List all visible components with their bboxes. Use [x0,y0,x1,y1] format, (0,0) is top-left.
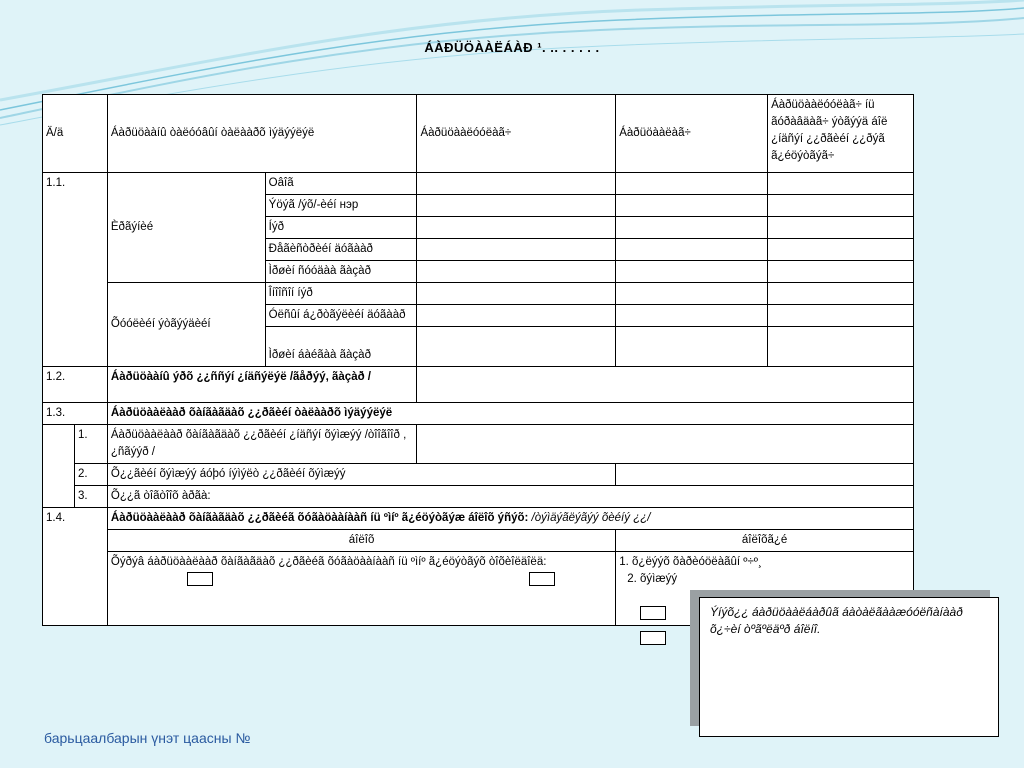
input-cell[interactable] [417,327,616,367]
input-cell[interactable] [616,239,768,261]
item-label: Õ¿¿ã òîãòîîõ àðãà: [107,486,913,508]
page-title: ÁÀÐÜÖÀÀËÁÀÐ ¹. .. . . . . . [424,40,600,55]
input-cell[interactable] [768,239,914,261]
checkbox-side-2[interactable] [640,631,666,645]
header-cell-third-party: Áàðüöààëóóëàã÷ íü ãóðàâäàã÷ ýòãýýä áîë ¿íäñýí ¿¿ðãèéí ¿¿ðýã ã¿éöýòãýã÷ [768,95,914,173]
field-label: Óëñûí á¿ðòãýëèéí äóãààð [265,305,417,327]
input-cell[interactable] [616,327,768,367]
input-cell[interactable] [417,195,616,217]
option-line-2: 2. õýìæýý [627,573,678,585]
table-row [43,530,914,552]
input-cell[interactable] [417,173,616,195]
table-row [43,425,914,464]
input-cell[interactable] [616,305,768,327]
field-label: Ìðøèí áàéãàà ãàçàð [265,327,417,367]
table-row [43,367,914,403]
section-title-bold: Áàðüöààëààð õàíãàãäàõ ¿¿ðãèéã õóãàöààíààñ íü ºìíº ã¿éöýòãýæ áîëîõ ýñýõ: [110,512,529,524]
section-number: 1.3. [43,403,108,425]
input-cell[interactable] [616,283,768,305]
header-cell-collateral-info: Áàðüöààíû òàëóóâûí òàëààðõ ìýäýýëýë [107,95,417,173]
section-title: Áàðüöààëààð õàíãàãäàõ ¿¿ðãèéí òàëààðõ ìýäýýëýë [107,403,913,425]
input-cell[interactable] [768,305,914,327]
item-label: Õ¿¿ãèéí õýìæýý áóþó íýìýëò ¿¿ðãèéí õýìæýý [107,464,615,486]
field-label: Ýöýã /ýõ/-èéí нэр [265,195,417,217]
field-label: Íýð [265,217,417,239]
column-label-yes: áîëîõ [107,530,615,552]
input-cell[interactable] [616,464,914,486]
input-cell[interactable] [768,283,914,305]
input-cell[interactable] [417,283,616,305]
section-number: 1.1. [43,173,108,367]
input-cell[interactable] [768,173,914,195]
checkbox-option-1[interactable] [529,572,555,586]
input-cell[interactable] [768,327,914,367]
field-label: Ðåãèñòðèéí äóãààð [265,239,417,261]
group-label-legal-entity: Õóóëèéí ýòãýýäèéí [107,283,265,367]
input-cell[interactable] [417,305,616,327]
column-label-no: áîëîõã¿é [616,530,914,552]
field-label: Ìðøèí ñóóäàà ãàçàð [265,261,417,283]
input-cell[interactable] [417,239,616,261]
table-row [43,486,914,508]
section-title: Áàðüöààíû ýðõ ¿¿ññýí ¿íäñýëýë /ãåðýý, ãàçàð / [107,367,417,403]
group-label-citizen: Èðãýíèé [107,173,265,283]
input-cell[interactable] [616,173,768,195]
input-cell[interactable] [768,261,914,283]
table-row [43,173,914,195]
table-row [43,403,914,425]
section-number: 1.2. [43,367,108,403]
checkbox-side-1[interactable] [640,606,666,620]
header-cell-number: Ä/ä [43,95,108,173]
table-header-row [43,95,914,173]
table-row [43,464,914,486]
item-number: 2. [74,464,107,486]
item-number: 1. [74,425,107,464]
input-cell[interactable] [417,261,616,283]
option-line-1: 1. õ¿ëýýõ õàðèóöëàãûí º÷º¸ [619,556,762,568]
input-cell[interactable] [616,217,768,239]
early-fulfillment-text: Õýðýâ áàðüöààëààð õàíãàãäàõ ¿¿ðãèéã õóãàöààíààñ íü ºìíº ã¿éöýòãýõ òîõèîëäîëä: [107,552,615,626]
item-number: 3. [74,486,107,508]
item-label: Áàðüöààëààð õàíãàãäàõ ¿¿ðãèéí ¿íäñýí õýìæýý /òîîãîîð , ¿ñãýýð / [107,425,417,464]
input-cell[interactable] [417,425,914,464]
field-label: Îíîîñîí íýð [265,283,417,305]
footer-caption: барьцаалбарын үнэт цаасны № [44,730,251,746]
input-cell[interactable] [768,195,914,217]
table-row [43,508,914,530]
header-cell-pledgee: Áàðüöààëàã÷ [616,95,768,173]
field-label: Oâîã [265,173,417,195]
header-cell-pledgor: Áàðüöààëóóëàã÷ [417,95,616,173]
input-cell[interactable] [417,217,616,239]
input-cell[interactable] [616,261,768,283]
section-title-hint: /òýìäýãëýãýý õèéíý ¿¿/ [531,512,651,524]
table-row [43,283,914,305]
input-cell[interactable] [616,195,768,217]
input-cell[interactable] [768,217,914,239]
section-number: 1.4. [43,508,108,626]
pledge-form-table [42,94,914,626]
blank-cell [43,425,75,508]
input-cell[interactable] [417,367,914,403]
certification-note: Ýíýõ¿¿ áàðüöààëáàðûã áàòàëãààæóóëñàíààð õ¿÷èí òºãºëäºð áîëíî. [699,597,999,737]
section-title [107,508,913,530]
checkbox-early-fulfillment[interactable] [187,572,213,586]
